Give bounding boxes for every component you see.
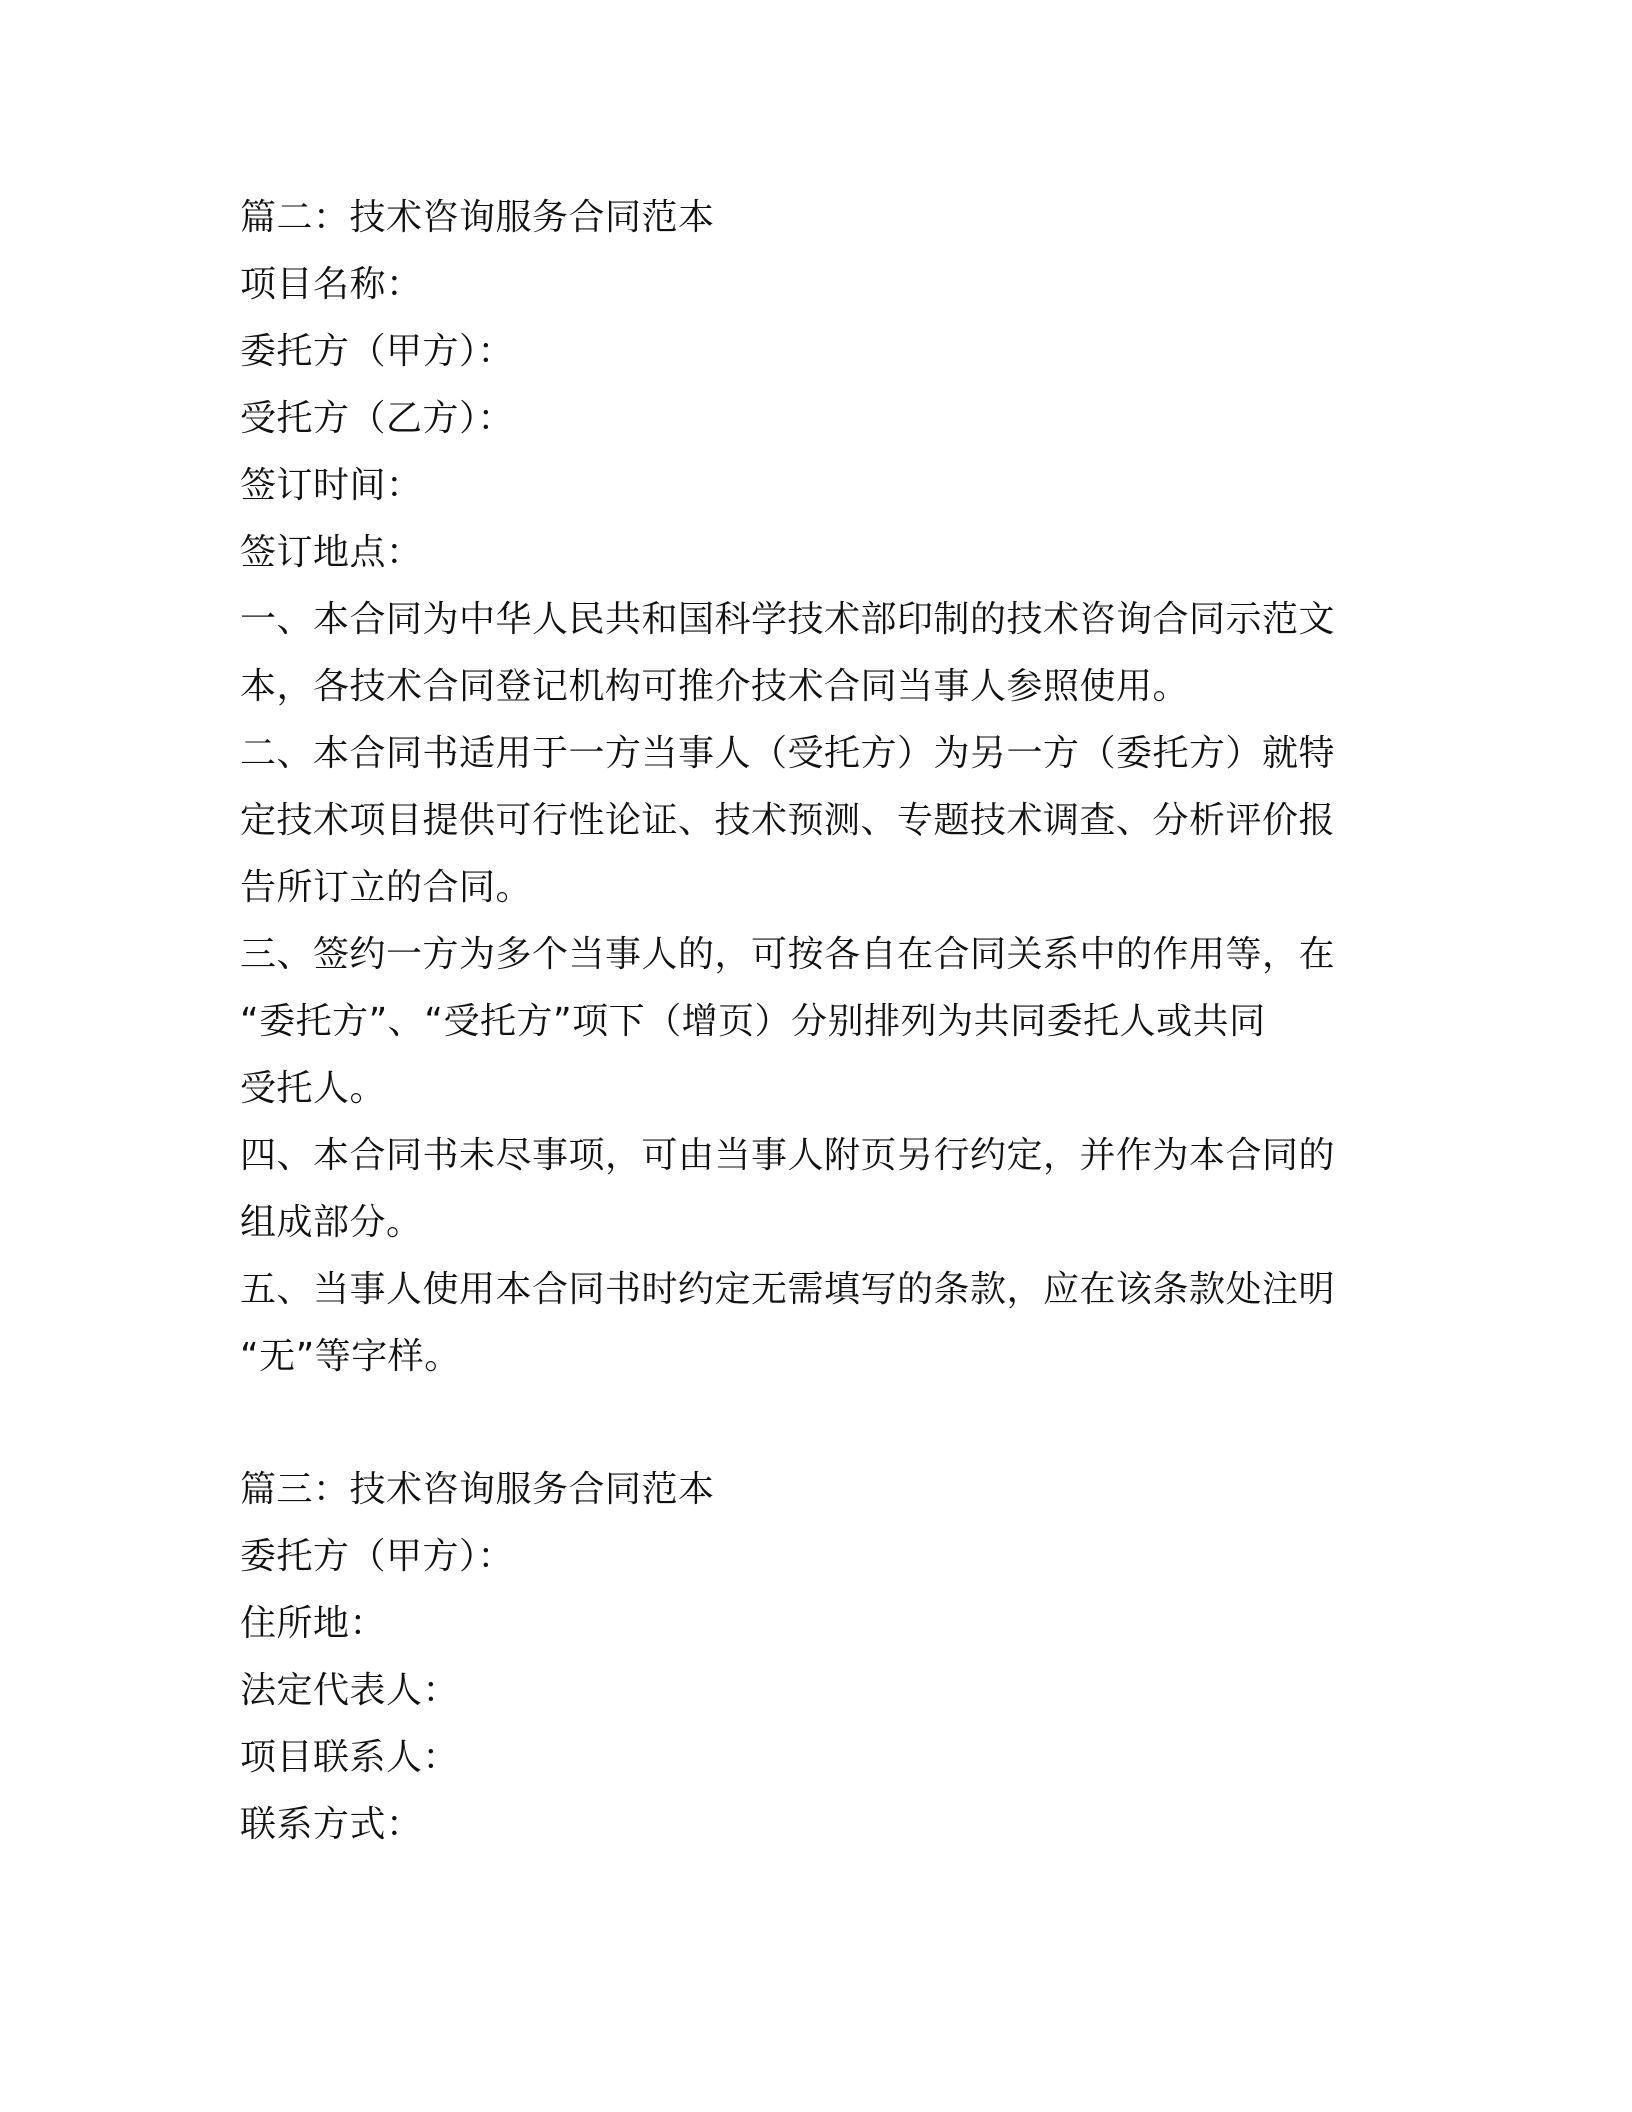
clause-5-line: 五、当事人使用本合同书时约定无需填写的条款，应在该条款处注明 — [240, 1269, 1336, 1310]
clause-4-line: 组成部分。 — [240, 1202, 423, 1243]
field-legal-representative: 法定代表人： — [240, 1670, 460, 1711]
clause-2-line: 定技术项目提供可行性论证、技术预测、专题技术调查、分析评价报 — [240, 800, 1336, 841]
field-client-party-a: 委托方（甲方）： — [240, 331, 515, 372]
field-signing-place: 签订地点： — [240, 532, 423, 573]
clause-1-line: 一、本合同为中华人民共和国科学技术部印制的技术咨询合同示范文 — [240, 599, 1336, 640]
section-3-title: 篇三：技术咨询服务合同范本 — [240, 1469, 715, 1510]
section-2-title: 篇二：技术咨询服务合同范本 — [240, 197, 715, 238]
clause-2-line: 告所订立的合同。 — [240, 867, 533, 908]
field-signing-time: 签订时间： — [240, 465, 423, 506]
clause-4 — [240, 1122, 1360, 1256]
clause-3-line: 受托人。 — [240, 1068, 387, 1109]
field-project-contact: 项目联系人： — [240, 1737, 460, 1778]
clause-4-line: 四、本合同书未尽事项，可由当事人附页另行约定，并作为本合同的 — [240, 1135, 1336, 1176]
section-2 — [240, 184, 1360, 1390]
clause-2 — [240, 720, 1360, 921]
clause-2-line: 二、本合同书适用于一方当事人（受托方）为另一方（委托方）就特 — [240, 733, 1336, 774]
clause-1 — [240, 586, 1360, 720]
clause-3-line: “委托方”、“受托方”项下（增页）分别排列为共同委托人或共同 — [240, 1001, 1266, 1042]
field-contact-info: 联系方式： — [240, 1804, 423, 1845]
field-client-party-a: 委托方（甲方）： — [240, 1536, 515, 1577]
clause-3-line: 三、签约一方为多个当事人的，可按各自在合同关系中的作用等，在 — [240, 934, 1336, 975]
section-3 — [240, 1456, 1360, 1858]
clause-5 — [240, 1256, 1360, 1390]
clause-5-line: “无”等字样。 — [240, 1336, 461, 1377]
clause-1-line: 本，各技术合同登记机构可推介技术合同当事人参照使用。 — [240, 666, 1190, 707]
clause-3 — [240, 921, 1360, 1122]
field-domicile: 住所地： — [240, 1603, 387, 1644]
field-project-name: 项目名称： — [240, 264, 423, 305]
field-contractor-party-b: 受托方（乙方）： — [240, 398, 515, 439]
